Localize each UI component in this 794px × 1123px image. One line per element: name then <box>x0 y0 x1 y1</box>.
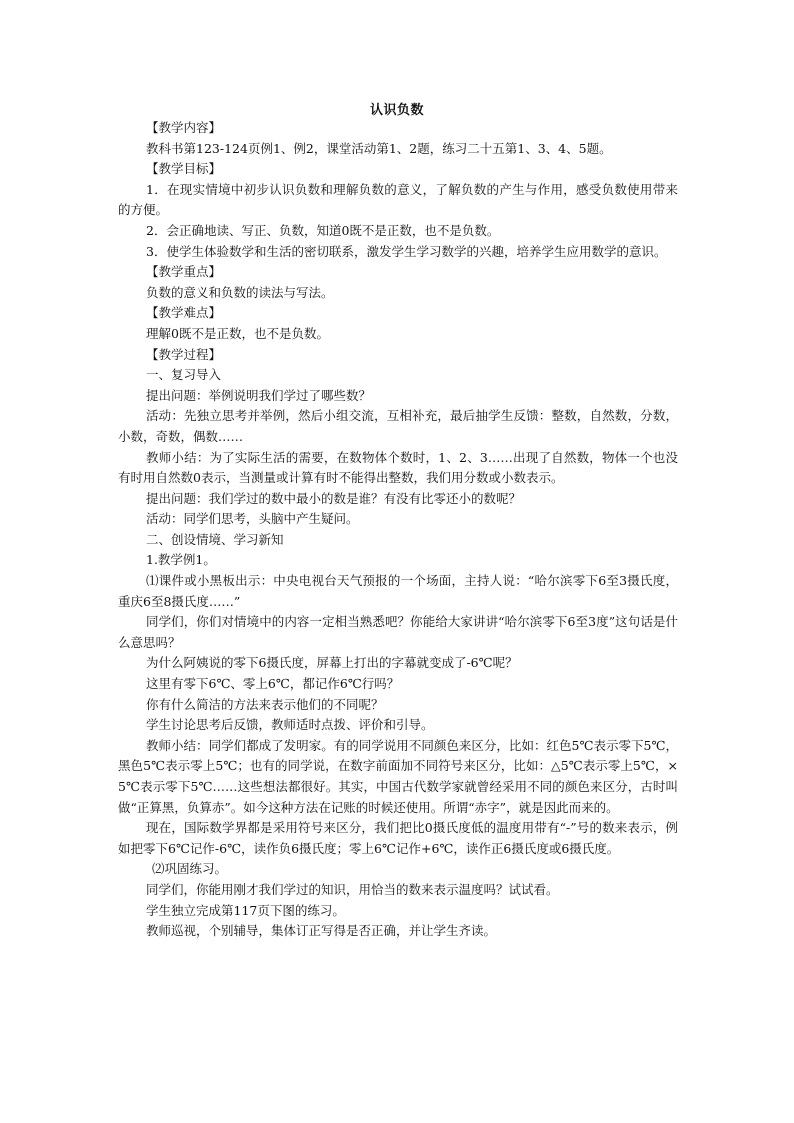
section-heading-difficulties: 【教学难点】 <box>146 305 222 321</box>
paragraph: 教科书第123-124页例1、例2，课堂活动第1、2题，练习二十五第1、3、4、5题。 <box>146 140 612 156</box>
paragraph: 学生讨论思考后反馈，教师适时点拨、评价和引导。 <box>146 717 434 733</box>
paragraph: 提出问题：我们学过的数中最小的数是谁？有没有比零还小的数呢？ <box>146 490 522 506</box>
paragraph: 教师小结：同学们都成了发明家。有的同学说用不同颜色来区分，比如：红色5℃表示零下5℃，黑色5℃表示零上5℃；也有的同学说，在数字前面加不同符号来区分，比如：△5℃表示零上5℃，×5℃表示零下5℃……这些想法都很好。其实，中国古代数学家就曾经采用不同的颜色来区分，古时叫做“正算黑，负算赤”。如今这种方法在记账的时候还使用。所谓“赤字”，就是因此而来的。 <box>118 737 678 815</box>
section-heading-process: 【教学过程】 <box>146 346 222 362</box>
paragraph: 教师巡视，个别辅导，集体订正写得是否正确，并让学生齐读。 <box>146 923 497 939</box>
paragraph: 同学们，你能用刚才我们学过的知识，用恰当的数来表示温度吗？试试看。 <box>146 881 559 897</box>
paragraph: 为什么阿姨说的零下6摄氏度，屏幕上打出的字幕就变成了-6℃呢？ <box>146 655 518 671</box>
paragraph: 这里有零下6℃、零上6℃，都记作6℃行吗？ <box>146 676 400 692</box>
paragraph: 活动：先独立思考并举例，然后小组交流，互相补充，最后抽学生反馈：整数，自然数，分数，小数，奇数，偶数…… <box>118 408 678 444</box>
section-heading-key-points: 【教学重点】 <box>146 264 222 280</box>
paragraph: 活动：同学们思考，头脑中产生疑问。 <box>146 511 359 527</box>
paragraph: 学生独立完成第117页下图的练习。 <box>146 902 345 918</box>
paragraph: 2．会正确地读、写正、负数，知道0既不是正数，也不是负数。 <box>146 222 500 238</box>
paragraph: 负数的意义和负数的读法与写法。 <box>146 284 334 300</box>
paragraph: 教师小结：为了实际生活的需要，在数物体个数时，1、2、3……出现了自然数，物体一个也没有时用自然数0表示，当测量或计算有时不能得出整数，我们用分数或小数表示。 <box>118 449 678 486</box>
paragraph: 同学们，你们对情境中的内容一定相当熟悉吧？你能给大家讲讲“哈尔滨零下6至3度”这句话是什么意思吗？ <box>118 614 678 650</box>
paragraph: 提出问题：举例说明我们学过了哪些数？ <box>146 387 372 403</box>
paragraph: 1．在现实情境中初步认识负数和理解负数的意义，了解负数的产生与作用，感受负数使用带来的方便。 <box>118 181 678 218</box>
paragraph: ⑴课件或小黑板出示：中央电视台天气预报的一个场面，主持人说：“哈尔滨零下6至3摄氏度，重庆6至8摄氏度……” <box>118 573 678 609</box>
subsection-heading: 一、复习导入 <box>146 367 222 383</box>
subsection-heading: 二、创设情境、学习新知 <box>146 531 284 547</box>
page-title: 认识负数 <box>369 103 424 118</box>
paragraph: ⑵巩固练习。 <box>152 861 228 877</box>
paragraph: 理解0既不是正数，也不是负数。 <box>146 325 329 341</box>
section-heading-goals: 【教学目标】 <box>146 161 222 177</box>
paragraph: 1.教学例1。 <box>146 552 216 568</box>
paragraph: 3．使学生体验数学和生活的密切联系，激发学生学习数学的兴趣，培养学生应用数学的意识。 <box>146 243 667 259</box>
section-heading-content: 【教学内容】 <box>146 120 222 135</box>
paragraph: 现在，国际数学界都是采用符号来区分，我们把比0摄氏度低的温度用带有“-”号的数来表示，例如把零下6℃记作-6℃，读作负6摄氏度；零上6℃记作+6℃，读作正6摄氏度或6摄氏度。 <box>118 820 678 856</box>
document-body <box>118 118 678 942</box>
paragraph: 你有什么简洁的方法来表示他们的不同呢？ <box>146 696 384 712</box>
